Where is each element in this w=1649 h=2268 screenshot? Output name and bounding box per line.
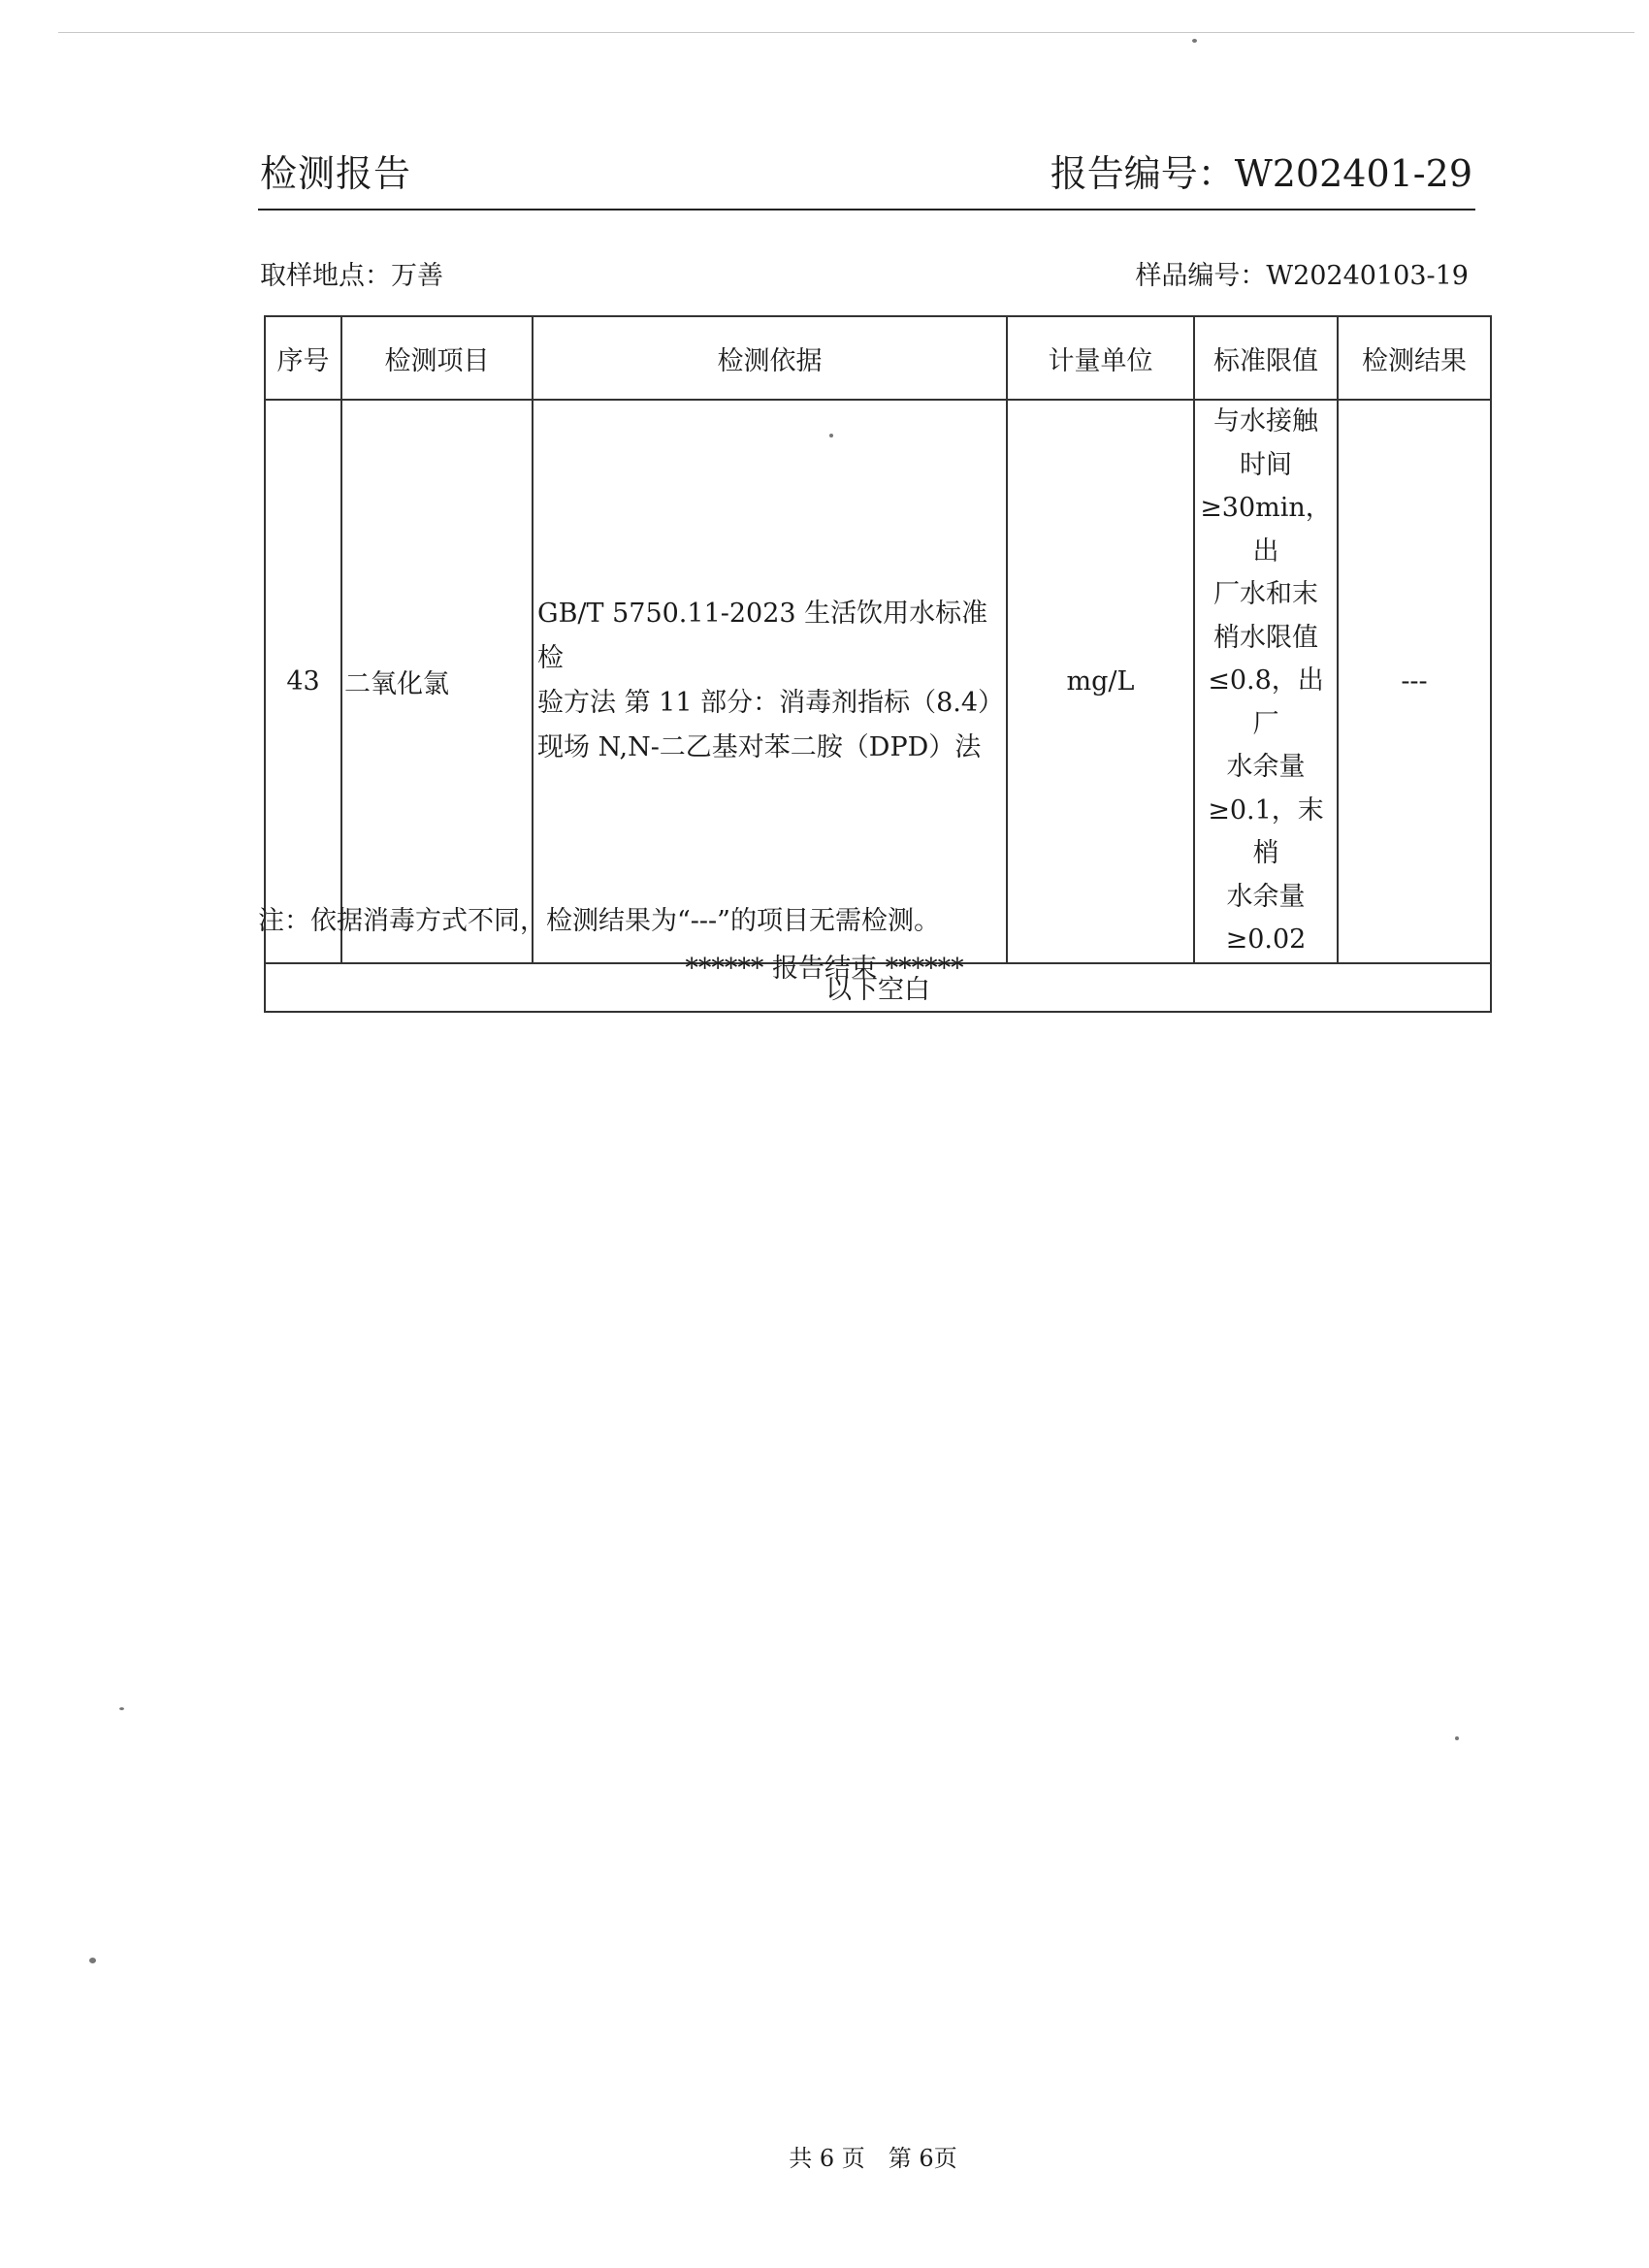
limit-line: 水余量 [1226,752,1306,782]
table-note: 注：依据消毒方式不同，检测结果为“---”的项目无需检测。 [258,906,940,936]
scan-speck [119,1707,124,1710]
scan-speck [1455,1736,1459,1740]
scan-speck [829,434,833,437]
scan-speck [89,1958,96,1963]
basis-line: 现场 N,N-二乙基对苯二胺（DPD）法 [537,732,982,763]
header-rule [258,209,1475,211]
report-end-marker: ****** 报告结束 ****** [685,954,964,984]
col-header-basis: 检测依据 [533,316,1007,400]
limit-line: 水余量 [1226,881,1306,912]
limit-line: 厂水和末 [1213,579,1318,609]
cell-no: 43 [265,400,341,963]
page-footer: 共 6 页 第 6页 [789,2145,957,2172]
col-header-item: 检测项目 [341,316,533,400]
basis-line: 验方法 第 11 部分：消毒剂指标（8.4） [537,688,1005,719]
report-header [260,136,1472,194]
col-header-unit: 计量单位 [1007,316,1194,400]
table-header-row [265,316,1491,400]
cell-item: 二氧化氯 [341,400,533,963]
limit-line: 时间 [1240,449,1292,480]
blank-text: 以下空白 [265,963,1491,1012]
scan-edge-line [58,32,1634,33]
cell-limit [1194,400,1338,963]
sample-number: 样品编号：W20240103-19 [1135,261,1469,291]
table-row [265,400,1491,963]
report-title: 检测报告 [260,152,412,195]
limit-line: ≥0.02 [1225,924,1307,955]
limit-line: ≥0.1，末梢 [1208,794,1324,868]
scan-speck [1192,39,1197,43]
sampling-location: 取样地点：万善 [260,261,443,291]
limit-line: 梢水限值 [1213,622,1318,653]
limit-line: ≤0.8，出厂 [1208,665,1324,739]
cell-basis [533,400,1007,963]
limit-line: ≥30min，出 [1200,493,1332,567]
col-header-no: 序号 [265,316,341,400]
cell-result: --- [1338,400,1491,963]
col-header-limit: 标准限值 [1194,316,1338,400]
report-number: 报告编号：W202401-29 [1050,152,1472,195]
col-header-result: 检测结果 [1338,316,1491,400]
cell-unit: mg/L [1007,400,1194,963]
limit-line: 与水接触 [1213,406,1318,437]
basis-line: GB/T 5750.11-2023 生活饮用水标准检 [537,599,988,674]
